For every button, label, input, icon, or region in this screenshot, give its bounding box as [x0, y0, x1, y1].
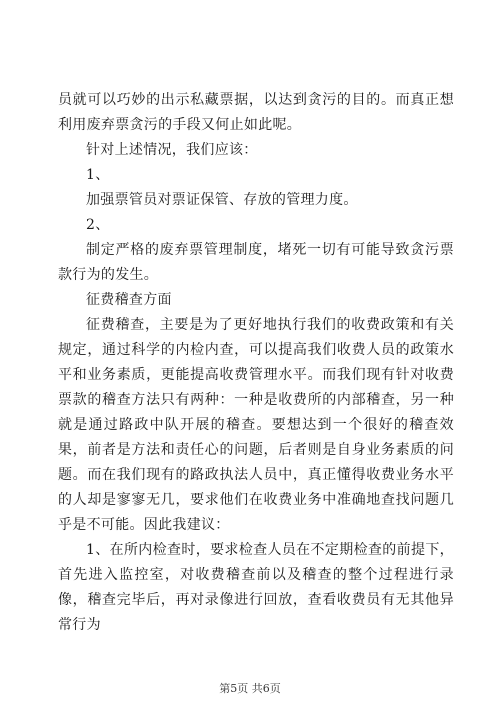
- section-heading: 征费稽查方面: [86, 292, 172, 308]
- paragraph-4: 加强票管员对票证保管、存放的管理力度。: [86, 192, 358, 208]
- paragraph-5: 2、: [86, 217, 110, 233]
- paragraph-1: 员就可以巧妙的出示私藏票据，以达到贪污的目的。而真正想利用废弃票贪污的手段又何止如此呢。: [58, 92, 454, 133]
- paragraph-3: 1、: [86, 167, 110, 183]
- paragraph-8: 征费稽查，主要是为了更好地执行我们的收费政策和有关规定，通过科学的内检内查，可以提高我们收费人员的政策水平和业务素质，更能提高收费管理水平。而我们现有针对收费票款的稽查方法只有两种：一种是收费所的内部稽查，另一种就是通过路政中队开展的稽查。要想达到一个很好的稽查效果，前者是方法和责任心的问题，后者则是自身业务素质的问题。而在我们现有的路政执法人员中，真正懂得收费业务水平的人却是寥寥无几，要求他们在收费业务中准确地查找问题几乎是不可能。因此我建议：: [58, 317, 454, 533]
- document-body: [58, 88, 454, 638]
- paragraph-2: 针对上述情况，我们应该：: [86, 142, 258, 158]
- page-number-footer: 第5页 共6页: [219, 682, 281, 695]
- paragraph-6: 制定严格的废弃票管理制度，堵死一切有可能导致贪污票款行为的发生。: [58, 242, 454, 283]
- paragraph-9: 1、在所内检查时，要求检查人员在不定期检查的前提下，首先进入监控室，对收费稽查前以及稽查的整个过程进行录像，稽查完毕后，再对录像进行回放，查看收费员有无其他异常行为: [58, 542, 454, 633]
